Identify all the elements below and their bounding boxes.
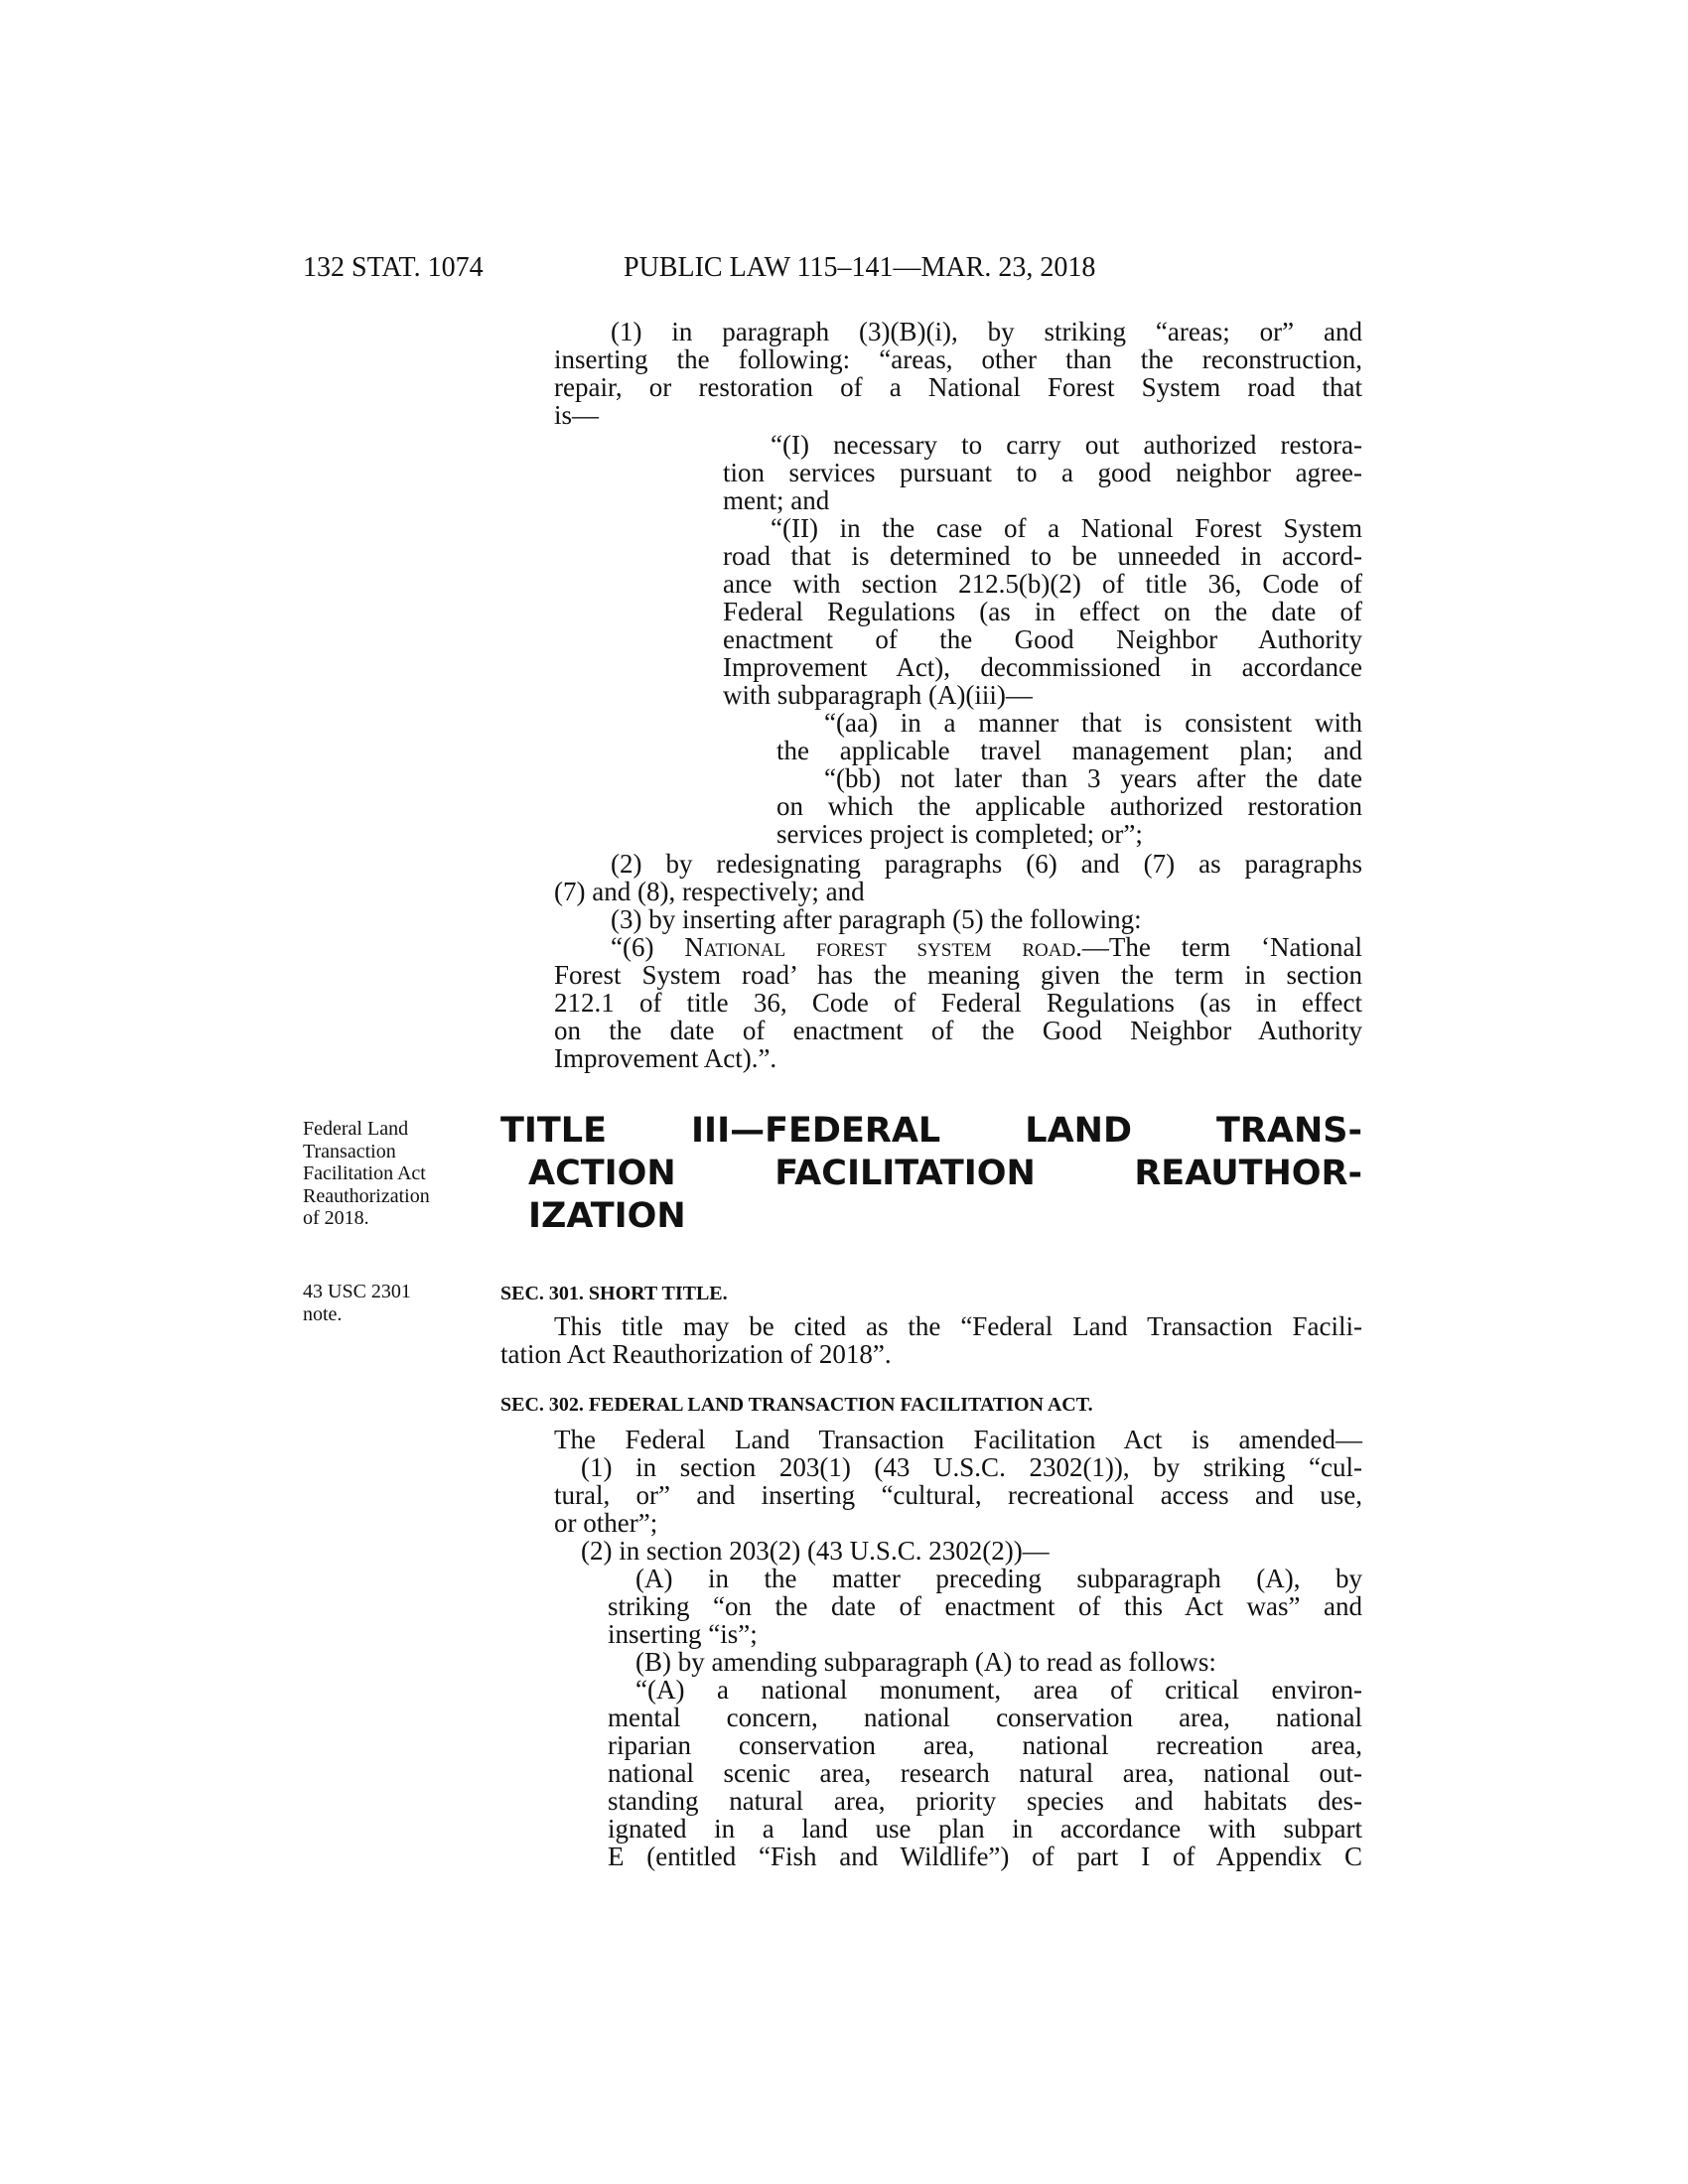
subclause-I-line: tion services pursuant to a good neighbor agree-	[723, 458, 1362, 487]
section-302-quoted-A-line: ignated in a land use plan in accordance with subpart	[608, 1814, 1362, 1843]
margin-note-line: of 2018.	[303, 1207, 369, 1229]
amendment-paragraph-1-line: (1) in paragraph (3)(B)(i), by striking “areas; or” and	[611, 317, 1362, 346]
item-bb-line: on which the applicable authorized restoration	[776, 791, 1362, 821]
amendment-paragraph-1-line: is—	[554, 400, 600, 430]
section-302-pA-line: striking “on the date of enactment of this Act was” and	[608, 1591, 1362, 1621]
title-word: TRANS-	[1216, 1111, 1362, 1151]
title-word: IZATION	[528, 1196, 686, 1236]
section-302-p1-line: tural, or” and inserting “cultural, recreational access and use,	[554, 1480, 1362, 1510]
item-bb-line: services project is completed; or”;	[776, 819, 1143, 849]
definition-line: Improvement Act).”.	[554, 1043, 777, 1073]
section-302-pA-line: (A) in the matter preceding subparagraph (A), by	[635, 1564, 1362, 1593]
subclause-II-line: Improvement Act), decommissioned in accordance	[723, 652, 1362, 682]
subclause-II-line: “(II) in the case of a National Forest System	[771, 513, 1362, 543]
section-301-line: tation Act Reauthorization of 2018”.	[500, 1339, 892, 1369]
margin-note-line: Reauthorization	[303, 1184, 430, 1207]
margin-note-usc	[303, 1281, 411, 1325]
definition-heading-line	[611, 933, 1362, 961]
definition-term: National forest system road	[684, 932, 1076, 962]
margin-note-title	[303, 1118, 430, 1230]
title-word: ACTION	[528, 1154, 676, 1193]
page-stat-citation: 132 STAT. 1074	[303, 252, 484, 283]
margin-note-line: Transaction	[303, 1140, 396, 1162]
amendment-paragraph-3: (3) by inserting after paragraph (5) the following:	[611, 904, 1142, 934]
title-heading-line-2	[528, 1155, 1362, 1192]
title-heading-line-1	[500, 1112, 1362, 1150]
section-302-quoted-A-line: E (entitled “Fish and Wildlife”) of part I of Appendix C	[608, 1842, 1362, 1871]
item-aa-line: the applicable travel management plan; and	[776, 736, 1362, 765]
subclause-I-line: ment; and	[723, 485, 830, 515]
section-302-quoted-A-line: “(A) a national monument, area of critical environ-	[635, 1675, 1362, 1705]
title-word: FACILITATION	[774, 1154, 1036, 1193]
subclause-II-line: enactment of the Good Neighbor Authority	[723, 624, 1362, 654]
section-302-quoted-A-line: national scenic area, research natural area, national out-	[608, 1758, 1362, 1788]
margin-note-line: 43 USC 2301	[303, 1281, 411, 1302]
title-word: REAUTHOR-	[1134, 1154, 1363, 1193]
section-301-line: This title may be cited as the “Federal Land Transaction Facili-	[554, 1311, 1362, 1341]
margin-note-line: note.	[303, 1302, 343, 1325]
definition-number: “(6)	[611, 932, 654, 962]
subclause-II-line: Federal Regulations (as in effect on the date of	[723, 597, 1362, 626]
margin-note-line: Federal Land	[303, 1118, 409, 1140]
section-302-heading: SEC. 302. FEDERAL LAND TRANSACTION FACILITATION ACT.	[500, 1394, 1093, 1416]
section-302-p2: (2) in section 203(2) (43 U.S.C. 2302(2))—	[581, 1536, 1050, 1566]
section-301-heading: SEC. 301. SHORT TITLE.	[500, 1283, 728, 1304]
amendment-paragraph-1-line: repair, or restoration of a National Forest System road that	[554, 372, 1362, 402]
section-302-intro: The Federal Land Transaction Facilitation Act is amended—	[554, 1425, 1362, 1454]
item-aa-line: “(aa) in a manner that is consistent with	[824, 708, 1362, 738]
section-302-pA-line: inserting “is”;	[608, 1619, 758, 1649]
amendment-paragraph-2-line: (7) and (8), respectively; and	[554, 877, 865, 906]
definition-line: on the date of enactment of the Good Neighbor Authority	[554, 1016, 1362, 1045]
definition-line: Forest System road’ has the meaning given the term in section	[554, 960, 1362, 990]
item-bb-line: “(bb) not later than 3 years after the date	[824, 763, 1362, 793]
subclause-II-line: ance with section 212.5(b)(2) of title 36, Code of	[723, 569, 1362, 599]
amendment-paragraph-1-line: inserting the following: “areas, other than the reconstruction,	[554, 344, 1362, 374]
title-word: III—FEDERAL	[691, 1111, 941, 1151]
section-302-quoted-A-line: mental concern, national conservation area, national	[608, 1703, 1362, 1732]
subclause-II-line: road that is determined to be unneeded in accord-	[723, 541, 1362, 571]
subclause-I-line: “(I) necessary to carry out authorized restora-	[771, 430, 1362, 460]
section-302-pB: (B) by amending subparagraph (A) to read as follows:	[635, 1647, 1216, 1677]
section-302-quoted-A-line: riparian conservation area, national recreation area,	[608, 1730, 1362, 1760]
subclause-II-line: with subparagraph (A)(iii)—	[723, 680, 1033, 710]
title-heading-line-3	[528, 1197, 686, 1235]
definition-line: 212.1 of title 36, Code of Federal Regulations (as in effect	[554, 988, 1362, 1018]
definition-lead-text: .—The term ‘National	[1075, 932, 1363, 962]
title-word: TITLE	[500, 1111, 607, 1151]
section-302-p1-line: (1) in section 203(1) (43 U.S.C. 2302(1)), by striking “cul-	[581, 1452, 1362, 1482]
section-302-quoted-A-line: standing natural area, priority species and habitats des-	[608, 1786, 1362, 1816]
title-word: LAND	[1025, 1111, 1132, 1151]
section-302-p1-line: or other”;	[554, 1508, 658, 1538]
running-head: PUBLIC LAW 115–141—MAR. 23, 2018	[624, 252, 1096, 283]
margin-note-line: Facilitation Act	[303, 1162, 426, 1184]
amendment-paragraph-2-line: (2) by redesignating paragraphs (6) and (7) as paragraphs	[611, 849, 1362, 879]
